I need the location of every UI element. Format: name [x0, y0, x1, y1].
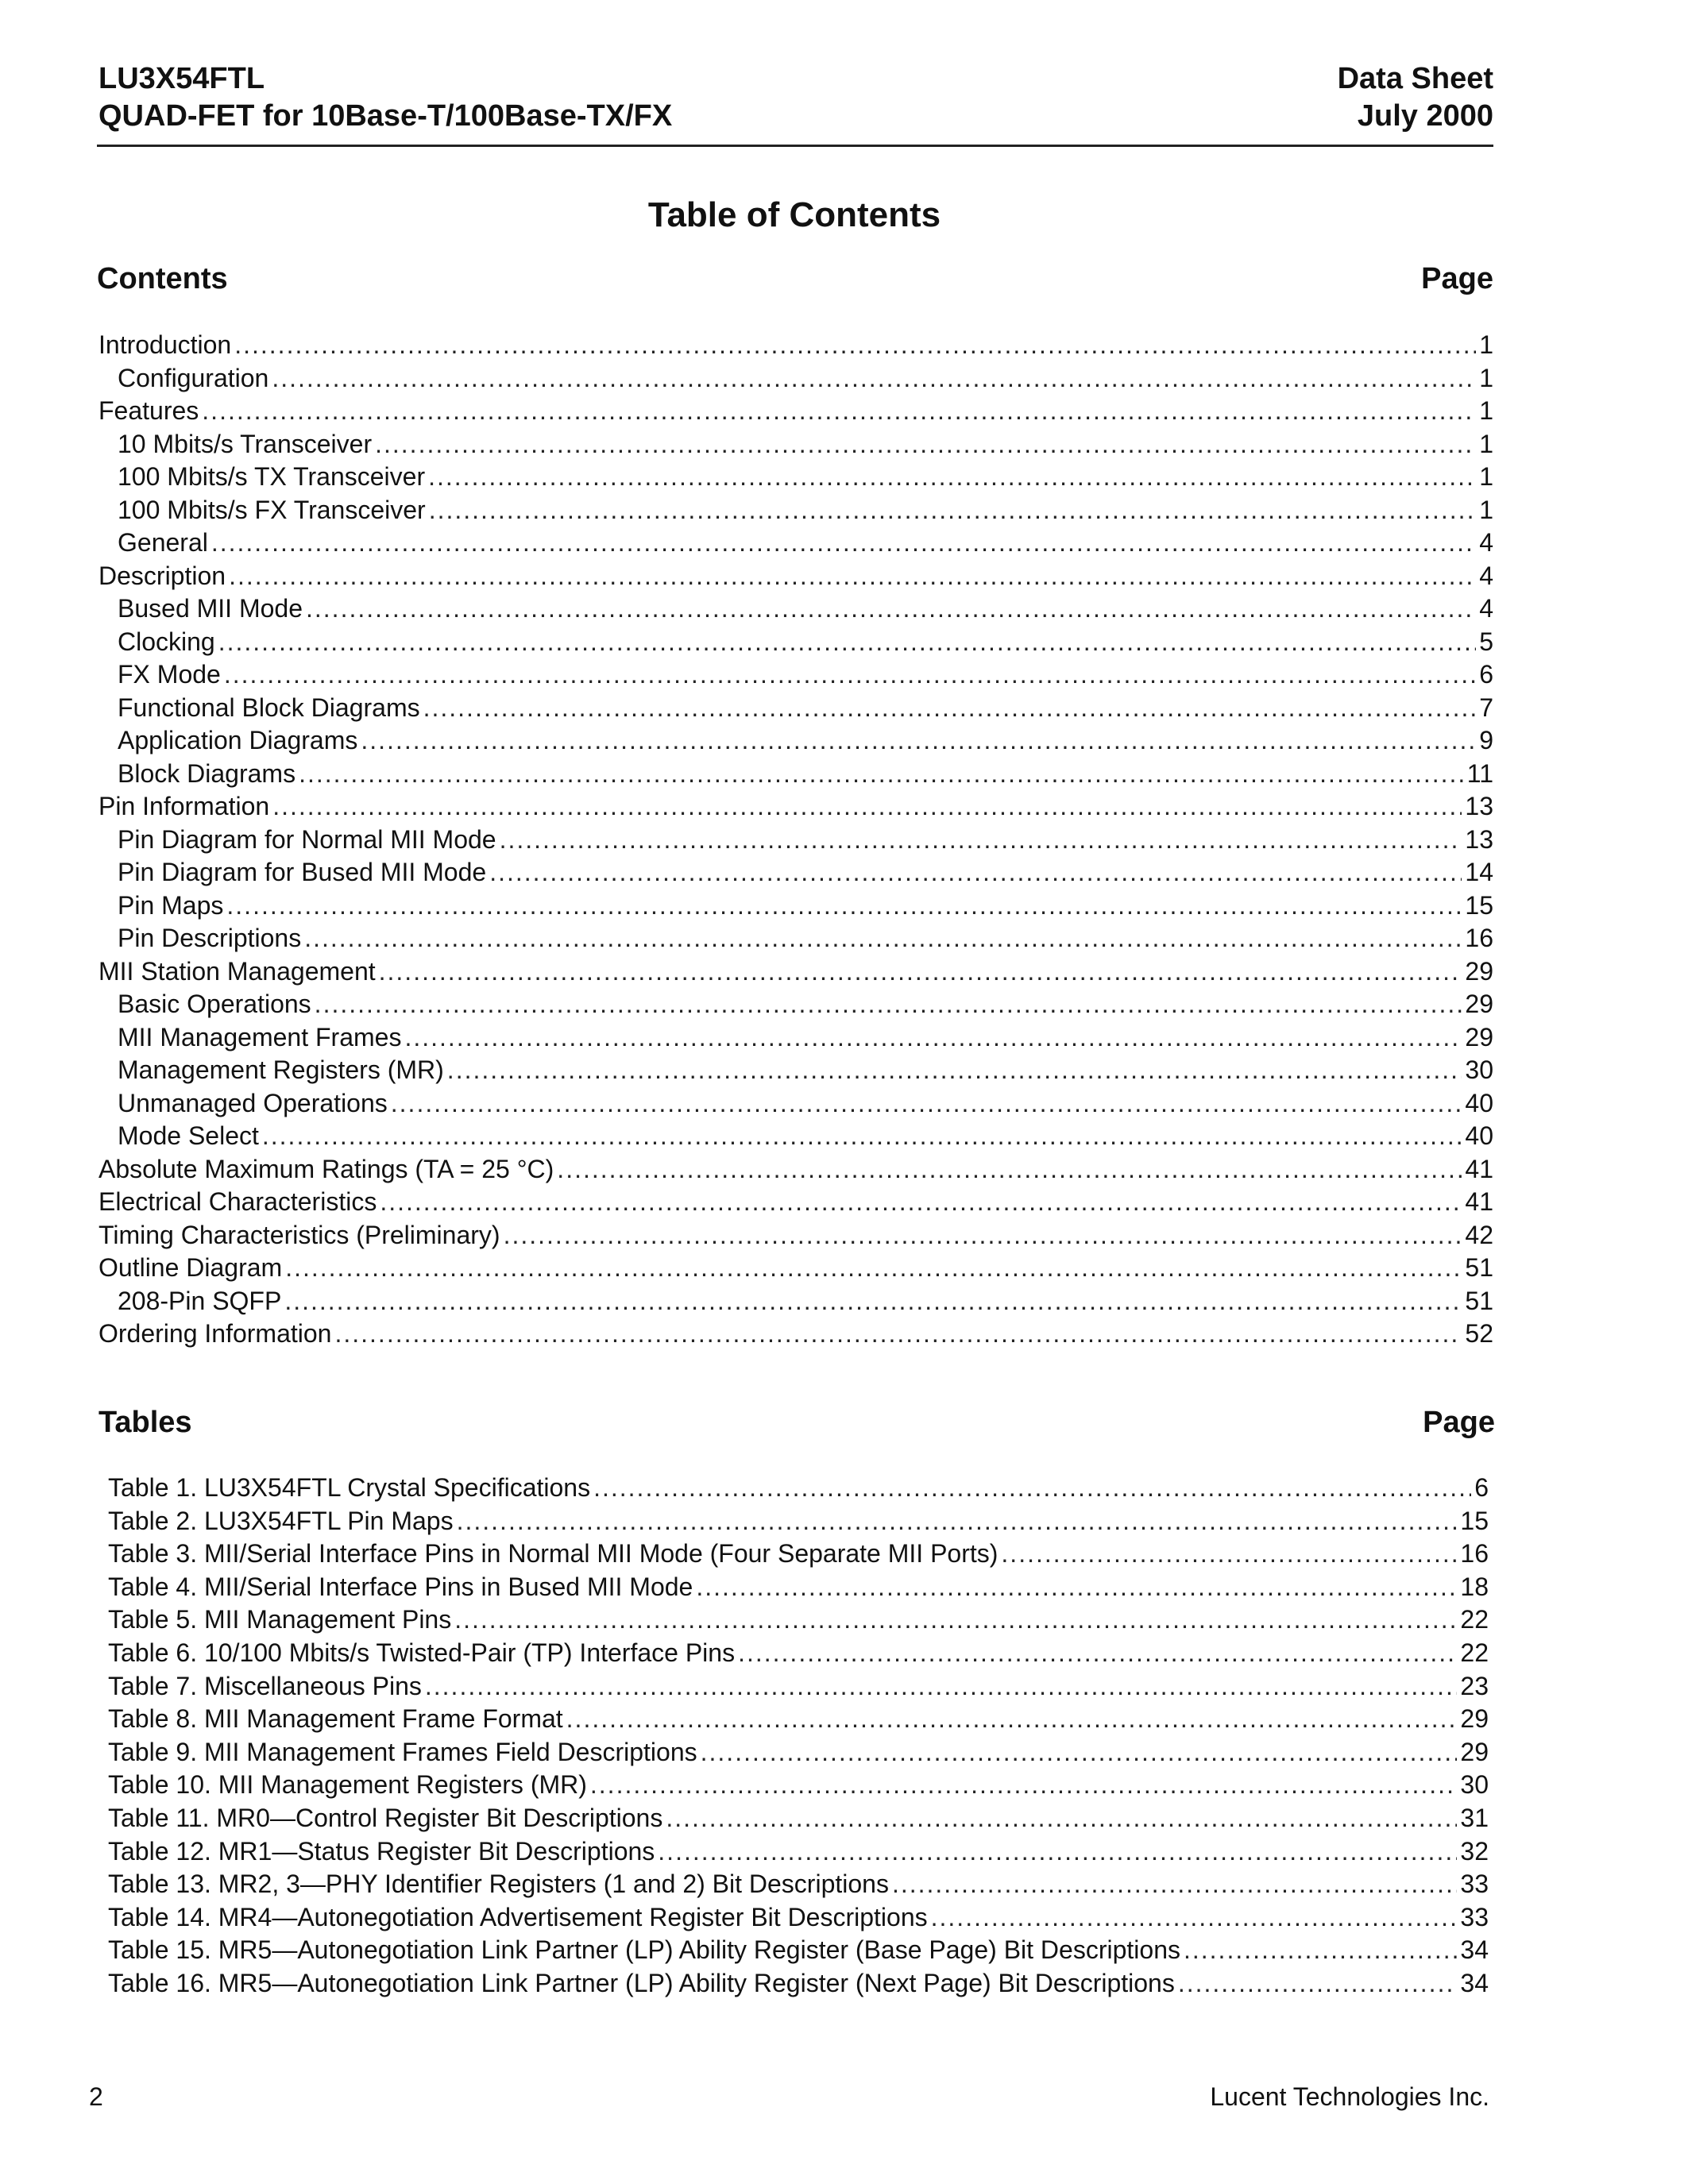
toc-entry-page: 6 [1479, 660, 1493, 689]
toc-entry-label: Table 9. MII Management Frames Field Descriptions [108, 1737, 697, 1766]
toc-entry-page: 7 [1479, 693, 1493, 722]
contents-page-heading: Page [1421, 262, 1493, 295]
dot-leader [593, 1473, 1471, 1503]
toc-entry[interactable] [108, 1903, 1489, 1936]
toc-entry-label: Ordering Information [98, 1319, 332, 1348]
toc-entry-page: 33 [1460, 1870, 1489, 1899]
toc-entry[interactable] [98, 594, 1493, 627]
dot-leader [285, 1253, 1462, 1283]
toc-entry-label: 208-Pin SQFP [118, 1286, 282, 1315]
dot-leader [566, 1704, 1458, 1734]
toc-entry-page: 1 [1479, 429, 1493, 458]
toc-entry-label: 10 Mbits/s Transceiver [118, 429, 373, 458]
toc-entry[interactable] [98, 957, 1493, 990]
toc-entry-label: Table 10. MII Management Registers (MR) [108, 1770, 587, 1800]
toc-entry-page: 22 [1460, 1605, 1489, 1634]
dot-leader [202, 396, 1476, 426]
tables-page-heading: Page [1423, 1406, 1495, 1439]
toc-entry-page: 14 [1465, 858, 1493, 886]
toc-entry[interactable] [98, 1055, 1493, 1089]
product-name: LU3X54FTL [98, 62, 265, 95]
toc-entry[interactable] [108, 1704, 1489, 1738]
toc-entry-label: Features [98, 396, 199, 425]
toc-entry[interactable] [98, 891, 1493, 924]
toc-entry-page: 13 [1465, 792, 1493, 820]
dot-leader [425, 1672, 1458, 1701]
toc-entry[interactable] [98, 1187, 1493, 1221]
toc-entry-label: FX Mode [118, 660, 221, 689]
toc-entry-page: 18 [1460, 1572, 1489, 1601]
toc-entry-page: 6 [1474, 1473, 1489, 1502]
toc-entry-label: Table 5. MII Management Pins [108, 1605, 452, 1634]
toc-entry-label: Table 4. MII/Serial Interface Pins in Bused MII Mode [108, 1572, 693, 1601]
dot-leader [211, 528, 1476, 558]
toc-entry-page: 31 [1460, 1803, 1489, 1832]
toc-entry[interactable] [108, 1672, 1489, 1705]
toc-entry-page: 1 [1479, 396, 1493, 425]
toc-entry-page: 29 [1465, 990, 1493, 1018]
toc-entry-page: 16 [1460, 1539, 1489, 1569]
toc-entry-label: Timing Characteristics (Preliminary) [98, 1220, 500, 1249]
toc-entry-page: 30 [1460, 1770, 1489, 1800]
dot-leader [334, 1319, 1462, 1349]
footer-company: Lucent Technologies Inc. [1210, 2082, 1489, 2111]
toc-entry-page: 13 [1465, 824, 1493, 854]
toc-entry[interactable] [108, 1837, 1489, 1870]
toc-entry-page: 29 [1465, 956, 1493, 986]
toc-entry-label: Description [98, 561, 226, 590]
toc-entry-label: Table 2. LU3X54FTL Pin Maps [108, 1506, 454, 1535]
dot-leader [429, 496, 1477, 525]
toc-entry-page: 16 [1465, 924, 1493, 952]
toc-entry-page: 1 [1479, 363, 1493, 392]
dot-leader [454, 1605, 1457, 1634]
dot-leader [224, 660, 1476, 689]
toc-entry-label: Table 15. MR5—Autonegotiation Link Partner (LP) Ability Register (Base Page) Bit Descriptions [108, 1935, 1180, 1965]
toc-entry[interactable] [98, 792, 1493, 825]
dot-leader [447, 1055, 1462, 1085]
dot-leader [423, 693, 1477, 723]
toc-entry[interactable] [98, 528, 1493, 561]
toc-entry-page: 41 [1465, 1187, 1493, 1216]
tables-heading: Tables [98, 1406, 192, 1439]
toc-entry[interactable] [98, 924, 1493, 957]
toc-entry-page: 51 [1465, 1286, 1493, 1315]
toc-entry[interactable] [98, 825, 1493, 859]
toc-entry-page: 1 [1479, 330, 1493, 359]
toc-entry-page: 29 [1460, 1704, 1489, 1734]
toc-entry[interactable] [98, 627, 1493, 661]
dot-leader [229, 561, 1476, 591]
dot-leader [306, 594, 1476, 623]
dot-leader [457, 1507, 1458, 1536]
doc-date: July 2000 [1357, 99, 1493, 133]
toc-entry-page: 34 [1460, 1968, 1489, 1997]
dot-leader [696, 1572, 1457, 1602]
toc-entry[interactable] [98, 1253, 1493, 1287]
toc-entry[interactable] [108, 1473, 1489, 1507]
toc-entry-label: Unmanaged Operations [118, 1088, 388, 1117]
toc-entry-page: 15 [1460, 1506, 1489, 1535]
toc-entry-label: MII Management Frames [118, 1022, 402, 1051]
toc-entry-page: 51 [1465, 1253, 1493, 1282]
dot-leader [234, 330, 1476, 360]
toc-entry[interactable] [98, 759, 1493, 793]
toc-entry-label: Table 13. MR2, 3—PHY Identifier Registers (1 and 2) Bit Descriptions [108, 1870, 889, 1899]
toc-entry[interactable] [98, 726, 1493, 759]
dot-leader [1178, 1969, 1458, 1998]
product-subtitle: QUAD-FET for 10Base-T/100Base-TX/FX [98, 99, 673, 133]
toc-entry[interactable] [98, 462, 1493, 496]
toc-entry-label: Table 8. MII Management Frame Format [108, 1704, 563, 1734]
toc-entry-label: Pin Descriptions [118, 924, 302, 952]
toc-entry-label: Pin Diagram for Bused MII Mode [118, 858, 487, 886]
tables-list [108, 1473, 1489, 2002]
doc-type: Data Sheet [1337, 62, 1493, 95]
dot-leader [931, 1903, 1458, 1932]
toc-entry-page: 23 [1460, 1671, 1489, 1700]
tables-heading-row [98, 1406, 1495, 1440]
toc-entry[interactable] [98, 330, 1493, 364]
toc-entry-page: 32 [1460, 1836, 1489, 1866]
dot-leader [504, 1221, 1462, 1250]
toc-entry-label: Table 16. MR5—Autonegotiation Link Partner (LP) Ability Register (Next Page) Bit Descriptions [108, 1968, 1175, 1997]
toc-entry-label: Basic Operations [118, 990, 311, 1018]
toc-entry[interactable] [108, 1738, 1489, 1771]
dot-leader [590, 1770, 1458, 1800]
running-header-left [98, 60, 672, 135]
toc-entry-page: 4 [1479, 561, 1493, 590]
dot-leader [380, 1187, 1462, 1217]
toc-entry-label: Table 6. 10/100 Mbits/s Twisted-Pair (TP) Interface Pins [108, 1638, 736, 1667]
dot-leader [315, 990, 1462, 1019]
toc-entry[interactable] [108, 1770, 1489, 1804]
dot-leader [666, 1804, 1457, 1833]
toc-entry-label: 100 Mbits/s FX Transceiver [118, 495, 426, 524]
toc-entry-page: 33 [1460, 1902, 1489, 1931]
dot-leader [557, 1155, 1462, 1184]
toc-entry[interactable] [98, 858, 1493, 891]
header-divider [97, 145, 1493, 147]
toc-entry-page: 22 [1460, 1638, 1489, 1667]
toc-entry[interactable] [108, 1804, 1489, 1837]
dot-leader [272, 364, 1476, 393]
dot-leader [375, 430, 1476, 459]
toc-entry-label: Application Diagrams [118, 726, 358, 754]
toc-entry[interactable] [108, 1605, 1489, 1638]
toc-entry-label: Table 14. MR4—Autonegotiation Advertisement Register Bit Descriptions [108, 1902, 928, 1931]
dot-leader [379, 957, 1462, 986]
footer-page-number: 2 [89, 2082, 103, 2111]
toc-entry[interactable] [98, 1155, 1493, 1188]
dot-leader [892, 1870, 1457, 1899]
toc-entry-label: Mode Select [118, 1121, 259, 1150]
contents-heading: Contents [97, 262, 228, 295]
toc-entry[interactable] [98, 364, 1493, 397]
toc-entry[interactable] [98, 496, 1493, 529]
toc-entry[interactable] [98, 1089, 1493, 1122]
toc-entry-page: 40 [1465, 1121, 1493, 1150]
dot-leader [500, 825, 1462, 855]
contents-list [98, 330, 1493, 1352]
dot-leader [428, 462, 1476, 492]
toc-entry[interactable] [108, 1935, 1489, 1969]
toc-entry-label: Pin Diagram for Normal MII Mode [118, 824, 496, 854]
toc-entry[interactable] [98, 1121, 1493, 1155]
toc-entry-label: Table 12. MR1—Status Register Bit Descriptions [108, 1836, 655, 1866]
dot-leader [391, 1089, 1462, 1118]
toc-entry-page: 15 [1465, 890, 1493, 920]
dot-leader [284, 1287, 1462, 1316]
toc-entry-page: 42 [1465, 1220, 1493, 1249]
toc-entry-page: 1 [1479, 462, 1493, 491]
toc-entry[interactable] [108, 1638, 1489, 1672]
toc-entry-page: 11 [1466, 758, 1493, 788]
toc-entry-page: 9 [1479, 726, 1493, 754]
dot-leader [361, 726, 1476, 755]
dot-leader [262, 1121, 1462, 1151]
toc-entry[interactable] [98, 396, 1493, 430]
dot-leader [218, 627, 1476, 657]
toc-entry[interactable] [98, 1221, 1493, 1254]
toc-entry-label: Configuration [118, 363, 269, 392]
toc-entry[interactable] [108, 1969, 1489, 2002]
toc-entry-label: Electrical Characteristics [98, 1187, 377, 1216]
toc-entry-label: MII Station Management [98, 956, 376, 986]
toc-entry-page: 29 [1465, 1022, 1493, 1051]
toc-entry[interactable] [98, 990, 1493, 1023]
dot-leader [1001, 1539, 1457, 1569]
toc-entry-page: 34 [1460, 1935, 1489, 1965]
toc-entry[interactable] [98, 1287, 1493, 1320]
dot-leader [1184, 1935, 1457, 1965]
toc-entry[interactable] [108, 1572, 1489, 1606]
toc-entry-label: Bused MII Mode [118, 594, 303, 623]
toc-entry[interactable] [108, 1870, 1489, 1903]
dot-leader [226, 891, 1462, 920]
contents-heading-row [97, 262, 1493, 296]
dot-leader [489, 858, 1462, 887]
toc-entry-page: 29 [1460, 1737, 1489, 1766]
running-header-right [1338, 60, 1493, 135]
toc-entry[interactable] [98, 693, 1493, 727]
toc-entry[interactable] [108, 1539, 1489, 1572]
toc-entry[interactable] [108, 1507, 1489, 1540]
toc-entry[interactable] [98, 1023, 1493, 1056]
dot-leader [701, 1738, 1458, 1767]
toc-entry-page: 52 [1465, 1319, 1493, 1348]
toc-entry-label: Table 7. Miscellaneous Pins [108, 1671, 422, 1700]
toc-entry-page: 4 [1479, 594, 1493, 623]
toc-entry-label: Table 3. MII/Serial Interface Pins in Normal MII Mode (Four Separate MII Ports) [108, 1539, 999, 1569]
dot-leader [404, 1023, 1462, 1052]
toc-entry-label: Pin Maps [118, 890, 224, 920]
toc-entry[interactable] [98, 1319, 1493, 1352]
toc-entry[interactable] [98, 660, 1493, 693]
toc-entry-label: Absolute Maximum Ratings (TA = 25 °C) [98, 1154, 554, 1183]
toc-entry-label: Clocking [118, 627, 215, 656]
toc-entry[interactable] [98, 561, 1493, 595]
toc-entry-label: Table 11. MR0—Control Register Bit Descriptions [108, 1803, 663, 1832]
toc-entry-page: 30 [1465, 1055, 1493, 1084]
toc-entry-label: 100 Mbits/s TX Transceiver [118, 462, 426, 491]
page-title: Table of Contents [647, 195, 941, 234]
dot-leader [272, 792, 1462, 821]
toc-entry-page: 41 [1465, 1154, 1493, 1183]
dot-leader [304, 924, 1462, 953]
toc-entry-page: 4 [1479, 528, 1493, 557]
toc-entry-label: Block Diagrams [118, 758, 296, 788]
toc-entry-label: Functional Block Diagrams [118, 693, 420, 722]
toc-entry[interactable] [98, 430, 1493, 463]
toc-entry-label: Table 1. LU3X54FTL Crystal Specifications [108, 1473, 591, 1502]
toc-entry-label: Introduction [98, 330, 232, 359]
toc-entry-page: 40 [1465, 1088, 1493, 1117]
toc-entry-page: 1 [1479, 495, 1493, 524]
toc-entry-label: Pin Information [98, 792, 270, 820]
toc-entry-page: 5 [1479, 627, 1493, 656]
toc-entry-label: Management Registers (MR) [118, 1055, 444, 1084]
toc-entry-label: Outline Diagram [98, 1253, 283, 1282]
dot-leader [738, 1638, 1457, 1668]
dot-leader [658, 1837, 1457, 1866]
toc-entry-label: General [118, 528, 208, 557]
dot-leader [299, 759, 1464, 789]
